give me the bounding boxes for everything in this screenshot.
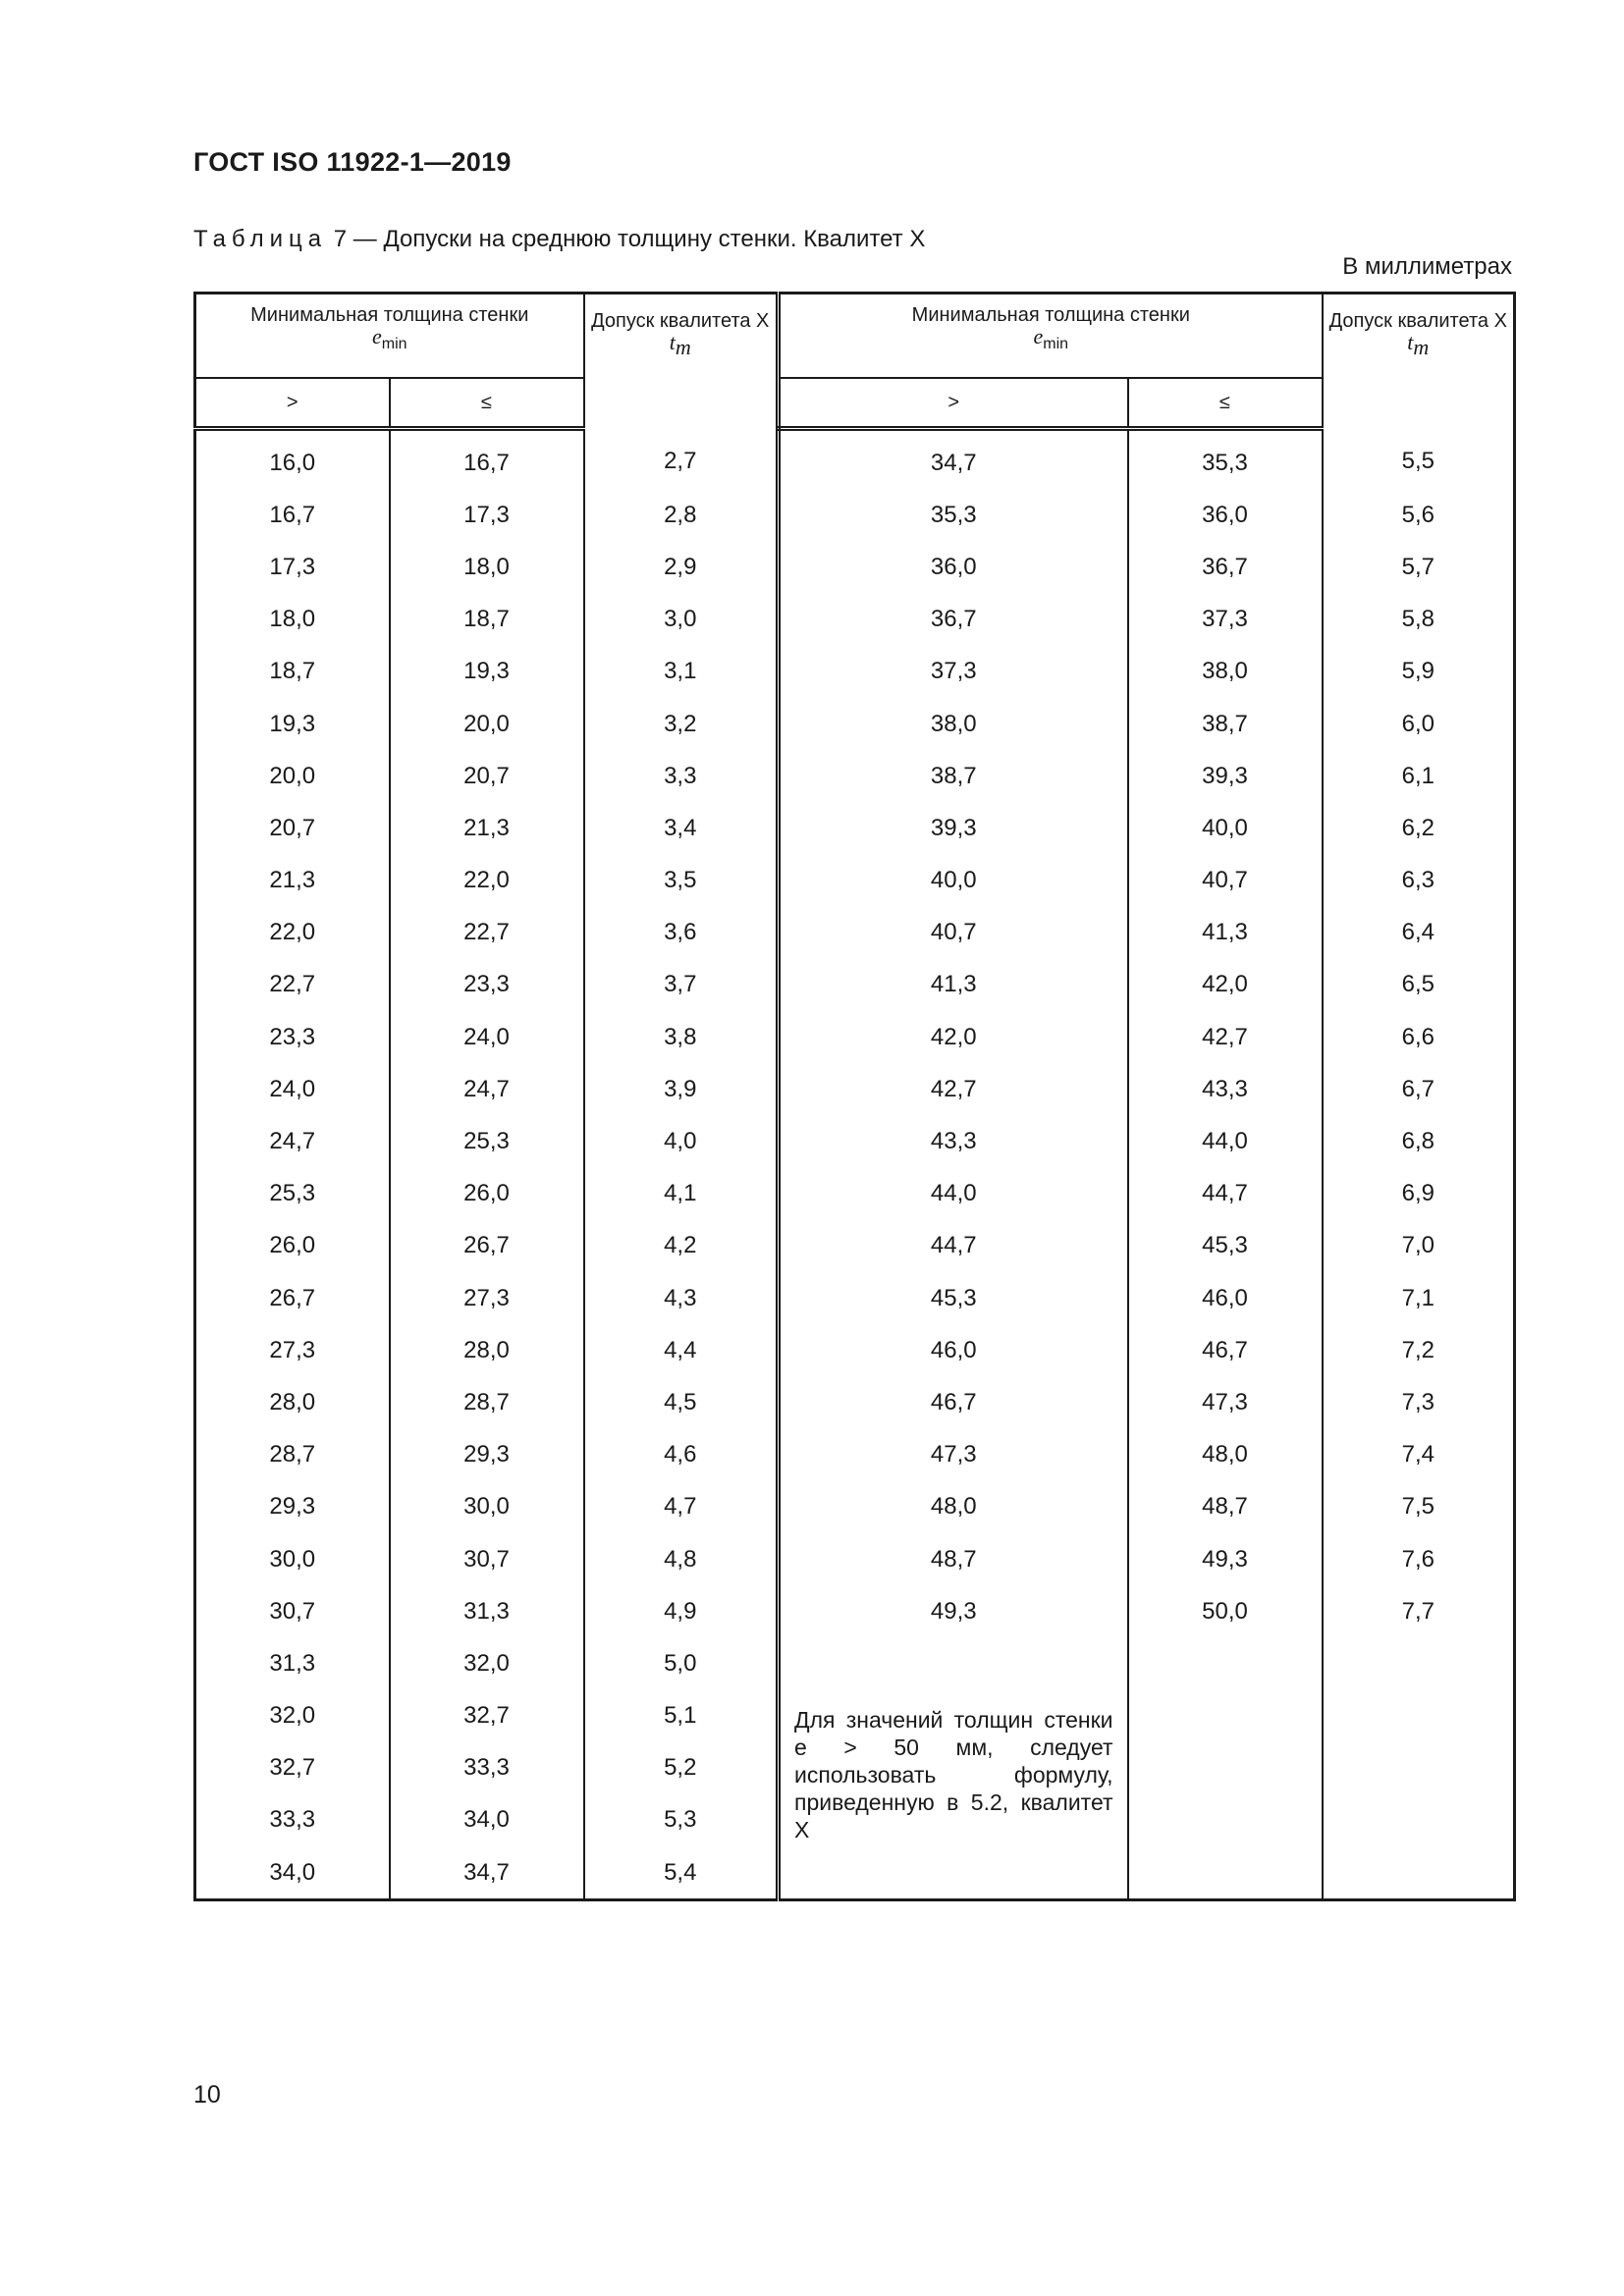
- cell-min-gt: 34,7: [779, 429, 1128, 490]
- cell-tolerance: 5,0: [584, 1637, 779, 1689]
- cell-min-gt: 37,3: [779, 646, 1128, 698]
- header-tm-symbol: t: [669, 330, 676, 354]
- cell-min-gt: 48,0: [779, 1481, 1128, 1533]
- cell-max-le: 49,3: [1128, 1533, 1323, 1585]
- cell-tolerance: 4,5: [584, 1376, 779, 1428]
- cell-tolerance: 5,5: [1323, 429, 1515, 490]
- cell-tolerance: 4,2: [584, 1220, 779, 1272]
- table-row: [195, 959, 1515, 1011]
- cell-min-gt: 18,0: [195, 594, 390, 646]
- cell-min-gt: 45,3: [779, 1272, 1128, 1324]
- cell-max-le: 31,3: [390, 1585, 584, 1637]
- cell-min-gt: 16,7: [195, 489, 390, 541]
- cell-max-le: 26,7: [390, 1220, 584, 1272]
- cell-tolerance: 5,1: [584, 1690, 779, 1742]
- header-emin-symbol: e: [371, 324, 382, 348]
- cell-min-gt: 48,7: [779, 1533, 1128, 1585]
- table-row: [195, 750, 1515, 802]
- cell-max-le: 29,3: [390, 1429, 584, 1481]
- header-emin-symbol: e: [1033, 324, 1044, 348]
- cell-tolerance: 2,8: [584, 489, 779, 541]
- cell-min-gt: 36,0: [779, 541, 1128, 593]
- cell-tolerance: 6,5: [1323, 959, 1515, 1011]
- cell-min-gt: 31,3: [195, 1637, 390, 1689]
- cell-max-le: 45,3: [1128, 1220, 1323, 1272]
- header-min-wall-left: [195, 294, 584, 379]
- caption-label: Таблица: [193, 226, 328, 252]
- cell-max-le: 36,7: [1128, 541, 1323, 593]
- cell-min-gt: 43,3: [779, 1115, 1128, 1167]
- cell-max-le: 18,0: [390, 541, 584, 593]
- cell-min-gt: 30,7: [195, 1585, 390, 1637]
- table-row: [195, 489, 1515, 541]
- cell-max-le: 26,0: [390, 1168, 584, 1220]
- table-caption: [193, 226, 925, 253]
- table-row: [195, 1637, 1515, 1689]
- cell-tolerance: 3,8: [584, 1011, 779, 1063]
- cell-min-gt: 20,0: [195, 750, 390, 802]
- cell-min-gt: 44,7: [779, 1220, 1128, 1272]
- cell-tolerance: 7,5: [1323, 1481, 1515, 1533]
- cell-max-le: 18,7: [390, 594, 584, 646]
- cell-max-le: 19,3: [390, 646, 584, 698]
- header-emin-sub: min: [381, 336, 407, 352]
- cell-max-le: 21,3: [390, 802, 584, 854]
- cell-max-le: 27,3: [390, 1272, 584, 1324]
- cell-min-gt: 26,0: [195, 1220, 390, 1272]
- cell-min-gt: 23,3: [195, 1011, 390, 1063]
- cell-min-gt: 22,0: [195, 907, 390, 959]
- cell-min-gt: 26,7: [195, 1272, 390, 1324]
- cell-tolerance: 5,7: [1323, 541, 1515, 593]
- table-row: [195, 698, 1515, 750]
- cell-tolerance: 3,5: [584, 855, 779, 907]
- cell-max-le: 17,3: [390, 489, 584, 541]
- table-row: [195, 429, 1515, 490]
- table-row: [195, 1376, 1515, 1428]
- cell-tolerance: 4,4: [584, 1324, 779, 1376]
- table-row: [195, 541, 1515, 593]
- header-tm-symbol: t: [1407, 330, 1414, 354]
- cell-max-le: 24,0: [390, 1011, 584, 1063]
- table-row: [195, 1533, 1515, 1585]
- cell-max-le: 32,0: [390, 1637, 584, 1689]
- cell-empty: [1323, 1637, 1515, 1899]
- cell-tolerance: 6,7: [1323, 1063, 1515, 1115]
- cell-tolerance: 7,2: [1323, 1324, 1515, 1376]
- cell-min-gt: 19,3: [195, 698, 390, 750]
- cell-tolerance: 4,6: [584, 1429, 779, 1481]
- cell-tolerance: 6,2: [1323, 802, 1515, 854]
- cell-tolerance: 3,1: [584, 646, 779, 698]
- cell-min-gt: 42,7: [779, 1063, 1128, 1115]
- cell-max-le: 23,3: [390, 959, 584, 1011]
- cell-tolerance: 6,9: [1323, 1168, 1515, 1220]
- cell-tolerance: 5,8: [1323, 594, 1515, 646]
- cell-min-gt: 20,7: [195, 802, 390, 854]
- cell-max-le: 43,3: [1128, 1063, 1323, 1115]
- cell-tolerance: 4,3: [584, 1272, 779, 1324]
- table-row: [195, 594, 1515, 646]
- header-tolerance-right: [1323, 294, 1515, 429]
- cell-empty: [779, 1637, 1128, 1689]
- cell-empty: [1128, 1637, 1323, 1899]
- cell-tolerance: 5,3: [584, 1794, 779, 1846]
- cell-tolerance: 5,4: [584, 1846, 779, 1900]
- cell-tolerance: 3,3: [584, 750, 779, 802]
- tolerance-table: [193, 292, 1516, 1901]
- cell-tolerance: 4,8: [584, 1533, 779, 1585]
- cell-tolerance: 4,0: [584, 1115, 779, 1167]
- cell-max-le: 28,0: [390, 1324, 584, 1376]
- cell-min-gt: 18,7: [195, 646, 390, 698]
- caption-text: 7 — Допуски на среднюю толщину стенки. Квалитет X: [333, 226, 926, 252]
- cell-max-le: 46,7: [1128, 1324, 1323, 1376]
- header-gt: >: [779, 378, 1128, 429]
- cell-min-gt: 49,3: [779, 1585, 1128, 1637]
- table-row: [195, 1429, 1515, 1481]
- cell-tolerance: 6,6: [1323, 1011, 1515, 1063]
- cell-max-le: 34,7: [390, 1846, 584, 1900]
- cell-max-le: 50,0: [1128, 1585, 1323, 1637]
- cell-max-le: 25,3: [390, 1115, 584, 1167]
- cell-tolerance: 7,4: [1323, 1429, 1515, 1481]
- cell-min-gt: 44,0: [779, 1168, 1128, 1220]
- cell-min-gt: 28,7: [195, 1429, 390, 1481]
- cell-tolerance: 4,1: [584, 1168, 779, 1220]
- cell-max-le: 37,3: [1128, 594, 1323, 646]
- table-row: [195, 1481, 1515, 1533]
- cell-min-gt: 25,3: [195, 1168, 390, 1220]
- cell-tolerance: 3,2: [584, 698, 779, 750]
- cell-tolerance: 5,9: [1323, 646, 1515, 698]
- page-number: 10: [193, 2081, 221, 2109]
- cell-min-gt: 21,3: [195, 855, 390, 907]
- cell-max-le: 46,0: [1128, 1272, 1323, 1324]
- cell-max-le: 48,7: [1128, 1481, 1323, 1533]
- table-row: [195, 1063, 1515, 1115]
- cell-max-le: 30,7: [390, 1533, 584, 1585]
- cell-max-le: 35,3: [1128, 429, 1323, 490]
- cell-min-gt: 17,3: [195, 541, 390, 593]
- table-row: [195, 1011, 1515, 1063]
- cell-max-le: 44,7: [1128, 1168, 1323, 1220]
- cell-min-gt: 32,7: [195, 1742, 390, 1794]
- table-row: [195, 855, 1515, 907]
- cell-max-le: 24,7: [390, 1063, 584, 1115]
- cell-max-le: 38,0: [1128, 646, 1323, 698]
- cell-max-le: 40,0: [1128, 802, 1323, 854]
- cell-max-le: 47,3: [1128, 1376, 1323, 1428]
- cell-tolerance: 7,6: [1323, 1533, 1515, 1585]
- cell-min-gt: 46,7: [779, 1376, 1128, 1428]
- cell-min-gt: 29,3: [195, 1481, 390, 1533]
- cell-max-le: 42,7: [1128, 1011, 1323, 1063]
- header-tm-sub: m: [675, 335, 691, 359]
- table-row: [195, 1324, 1515, 1376]
- cell-tolerance: 3,6: [584, 907, 779, 959]
- cell-max-le: 22,0: [390, 855, 584, 907]
- cell-tolerance: 6,4: [1323, 907, 1515, 959]
- cell-min-gt: 22,7: [195, 959, 390, 1011]
- cell-min-gt: 24,7: [195, 1115, 390, 1167]
- table-row: [195, 1115, 1515, 1167]
- cell-max-le: 36,0: [1128, 489, 1323, 541]
- table-row: [195, 1168, 1515, 1220]
- header-le: ≤: [1128, 378, 1323, 429]
- cell-min-gt: 34,0: [195, 1846, 390, 1900]
- cell-max-le: 34,0: [390, 1794, 584, 1846]
- cell-min-gt: 39,3: [779, 802, 1128, 854]
- cell-tolerance: 7,7: [1323, 1585, 1515, 1637]
- cell-min-gt: 30,0: [195, 1533, 390, 1585]
- cell-tolerance: 3,7: [584, 959, 779, 1011]
- header-min-wall-label: Минимальная толщина стенки: [911, 304, 1190, 326]
- cell-max-le: 30,0: [390, 1481, 584, 1533]
- table-row: [195, 1272, 1515, 1324]
- cell-tolerance: 5,2: [584, 1742, 779, 1794]
- cell-tolerance: 5,6: [1323, 489, 1515, 541]
- header-min-wall-label: Минимальная толщина стенки: [250, 304, 529, 326]
- table-row: [195, 1220, 1515, 1272]
- cell-min-gt: 28,0: [195, 1376, 390, 1428]
- cell-min-gt: 33,3: [195, 1794, 390, 1846]
- cell-tolerance: 6,8: [1323, 1115, 1515, 1167]
- cell-max-le: 48,0: [1128, 1429, 1323, 1481]
- cell-tolerance: 6,1: [1323, 750, 1515, 802]
- cell-min-gt: 32,0: [195, 1690, 390, 1742]
- cell-tolerance: 4,9: [584, 1585, 779, 1637]
- cell-min-gt: 38,7: [779, 750, 1128, 802]
- header-tolerance-label: Допуск квалитета X: [1328, 310, 1507, 332]
- cell-max-le: 39,3: [1128, 750, 1323, 802]
- table-row: [195, 1585, 1515, 1637]
- cell-tolerance: 7,1: [1323, 1272, 1515, 1324]
- cell-min-gt: 35,3: [779, 489, 1128, 541]
- cell-min-gt: 36,7: [779, 594, 1128, 646]
- cell-max-le: 32,7: [390, 1690, 584, 1742]
- cell-max-le: 16,7: [390, 429, 584, 490]
- cell-min-gt: 27,3: [195, 1324, 390, 1376]
- cell-min-gt: 47,3: [779, 1429, 1128, 1481]
- cell-min-gt: 41,3: [779, 959, 1128, 1011]
- header-emin-sub: min: [1043, 336, 1069, 352]
- cell-tolerance: 6,3: [1323, 855, 1515, 907]
- table-row: [195, 907, 1515, 959]
- cell-min-gt: 38,0: [779, 698, 1128, 750]
- header-tolerance-left: [584, 294, 779, 429]
- table-row: [195, 646, 1515, 698]
- cell-min-gt: 16,0: [195, 429, 390, 490]
- table-row: [195, 802, 1515, 854]
- cell-tolerance: 3,4: [584, 802, 779, 854]
- cell-tolerance: 4,7: [584, 1481, 779, 1533]
- header-tm-sub: m: [1413, 335, 1430, 359]
- cell-min-gt: 46,0: [779, 1324, 1128, 1376]
- cell-tolerance: 7,3: [1323, 1376, 1515, 1428]
- cell-min-gt: 42,0: [779, 1011, 1128, 1063]
- cell-max-le: 38,7: [1128, 698, 1323, 750]
- cell-max-le: 20,7: [390, 750, 584, 802]
- cell-tolerance: 7,0: [1323, 1220, 1515, 1272]
- cell-max-le: 41,3: [1128, 907, 1323, 959]
- cell-tolerance: 2,7: [584, 429, 779, 490]
- cell-min-gt: 40,7: [779, 907, 1128, 959]
- header-min-wall-right: [779, 294, 1323, 379]
- cell-tolerance: 2,9: [584, 541, 779, 593]
- header-le: ≤: [390, 378, 584, 429]
- table-body: [195, 429, 1515, 1900]
- cell-max-le: 42,0: [1128, 959, 1323, 1011]
- cell-max-le: 22,7: [390, 907, 584, 959]
- cell-min-gt: 24,0: [195, 1063, 390, 1115]
- cell-max-le: 40,7: [1128, 855, 1323, 907]
- cell-max-le: 28,7: [390, 1376, 584, 1428]
- cell-max-le: 44,0: [1128, 1115, 1323, 1167]
- cell-max-le: 20,0: [390, 698, 584, 750]
- header-tolerance-label: Допуск квалитета X: [591, 310, 770, 332]
- cell-max-le: 33,3: [390, 1742, 584, 1794]
- units-note: В миллиметрах: [1342, 253, 1512, 280]
- cell-tolerance: 3,9: [584, 1063, 779, 1115]
- cell-min-gt: 40,0: [779, 855, 1128, 907]
- cell-tolerance: 6,0: [1323, 698, 1515, 750]
- document-header: ГОСТ ISO 11922-1—2019: [193, 147, 512, 177]
- header-gt: >: [195, 378, 390, 429]
- cell-tolerance: 3,0: [584, 594, 779, 646]
- formula-note: Для значений толщин стенки e > 50 мм, следует использовать формулу, приведенную в 5.2, квалитет X: [779, 1690, 1128, 1900]
